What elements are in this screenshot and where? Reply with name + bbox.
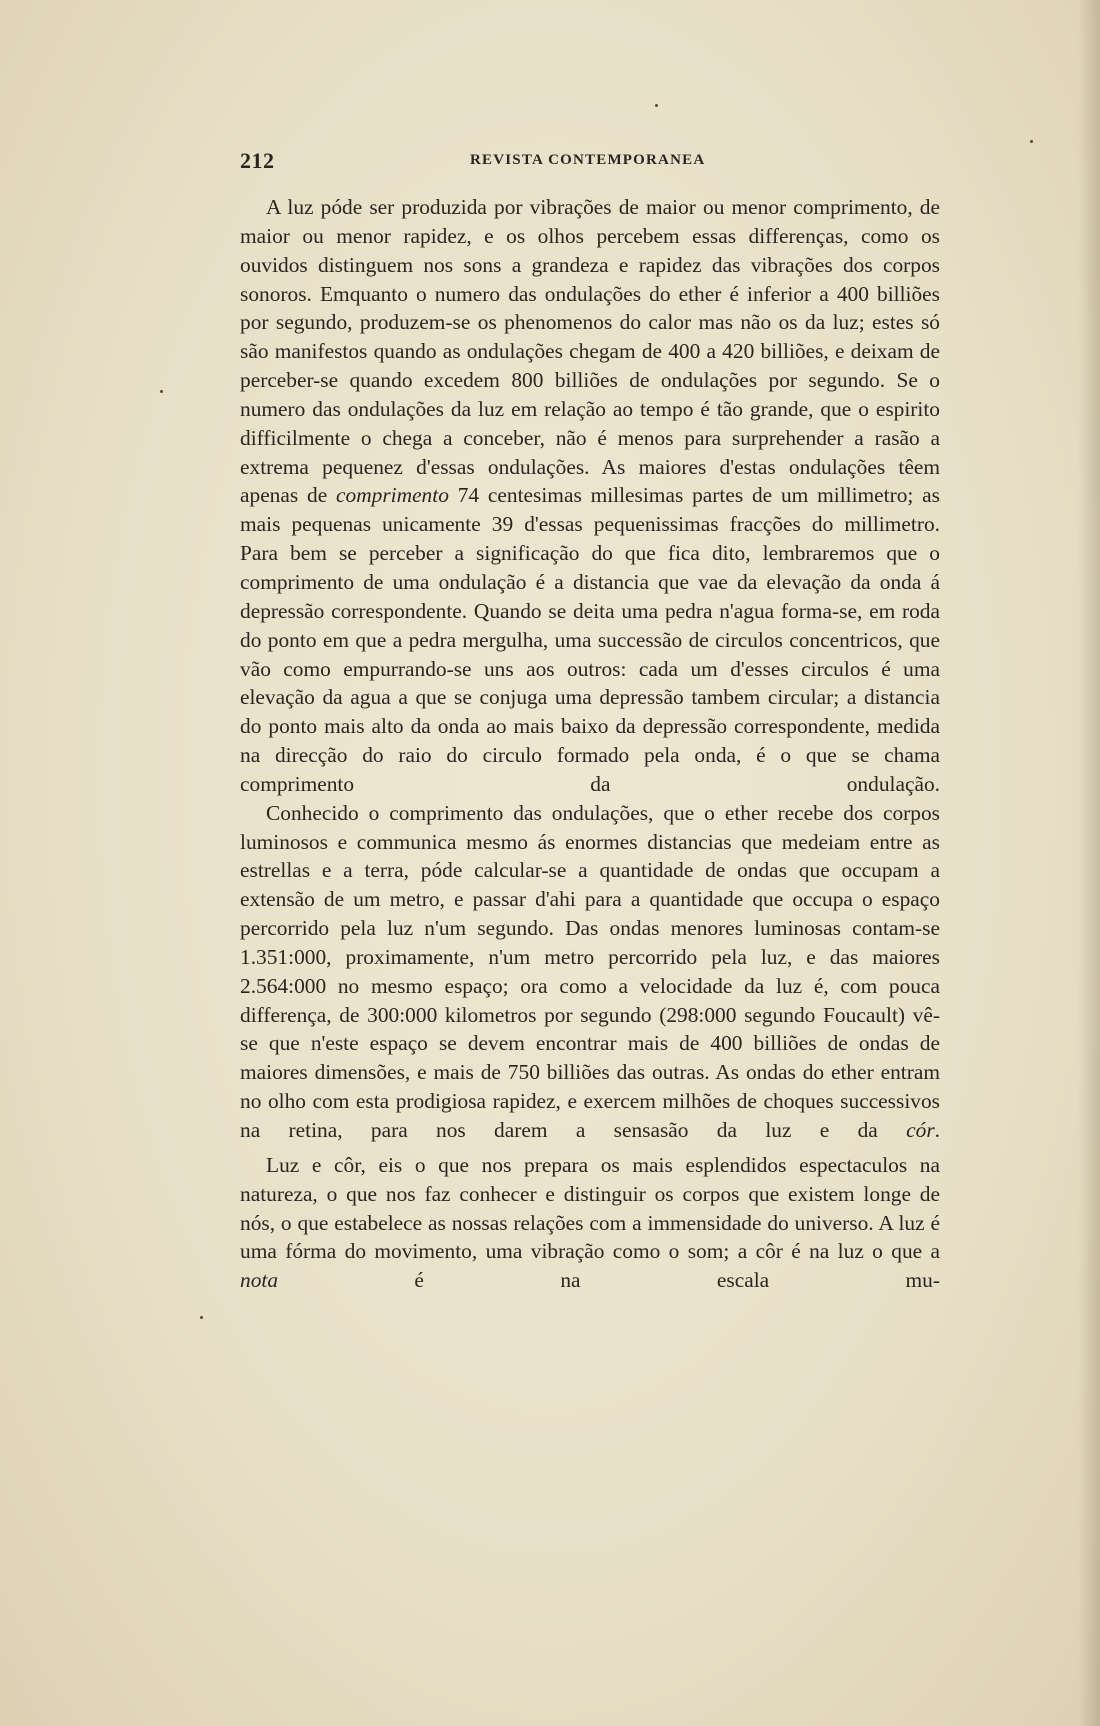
text-segment: A luz póde ser produzida por vibrações de maior ou menor comprimento, de maior ou menor rapidez, e os olhos percebem essas differenças, como os ouvidos distinguem nos sons a grandeza e rapidez das vibrações dos corpos sonoros. Emquanto o numero das ondulações do ether é inferior a 400 billiões por segundo, produzem-se os phenomenos do calor mas não os da luz; estes só são manifestos quando as ondulações chegam de 400 a 420 billiões, e deixam de perceber-se quando excedem 800 billiões de ondulações por segundo. Se o numero das ondulações da luz em relação ao tempo é tão grande, que o espirito difficilmente o chega a conceber, não é menos para surprehender a rasão a extrema pequenez d'essas ondulações. As maiores d'estas ondulações têem apenas de [240, 195, 940, 508]
page-header [240, 148, 950, 178]
page-edge-shadow [1078, 0, 1100, 1726]
paragraph [240, 193, 940, 799]
paragraph [240, 799, 940, 1145]
text-segment: 74 centesimas millesimas partes de um millimetro; as mais pequenas unicamente 39 d'essas pequenissimas fracções do millimetro. Para bem se perceber a significação do que fica dito, lembraremos que o comprimento de uma ondulação é a distancia que vae da elevação da onda á depressão correspondente. Quando se deita uma pedra n'agua forma-se, em roda do ponto em que a pedra mergulha, uma successão de circulos concentricos, que vão como empurrando-se uns aos outros: cada um d'esses circulos é uma elevação da agua a que se conjuga uma depressão tambem circular; a distancia do ponto mais alto da onda ao mais baixo da depressão correspondente, medida na direcção do raio do circulo formado pela onda, é o que se chama comprimento da ondulação. [240, 483, 940, 796]
text-segment: Conhecido o comprimento das ondulações, que o ether recebe dos corpos luminosos e communica mesmo ás enormes distancias que medeiam entre as estrellas e a terra, póde calcular-se a quantidade de ondas que occupam a extensão de um metro, e passar d'ahi para a quantidade que occupa o espaço percorrido pela luz n'um segundo. Das ondas menores luminosas contam-se 1.351:000, proximamente, n'um metro percorrido pela luz, e das maiores 2.564:000 no mesmo espaço; ora como a velocidade da luz é, com pouca differença, de 300:000 kilometros por segundo (298:000 segundo Foucault) vê-se que n'este espaço se devem encontrar mais de 400 billiões de ondas de maiores dimensões, e mais de 750 billiões das outras. As ondas do ether entram no olho com esta prodigiosa rapidez, e exercem milhões de choques successivos na retina, para nos darem a sensasão da luz e da [240, 800, 940, 1142]
ink-speck [200, 1316, 203, 1319]
italic-term: comprimento [336, 483, 449, 508]
text-segment: Luz e côr, eis o que nos prepara os mais esplendidos espectaculos na natureza, o que nos faz conhecer e distinguir os corpos que existem longe de nós, o que estabelece as nossas relações com a immensidade do universo. A luz é uma fórma do movimento, uma vibração como o som; a côr é na luz o que a [240, 1152, 940, 1264]
page-number: 212 [240, 148, 275, 173]
italic-term: cór [906, 1118, 935, 1142]
ink-speck [1030, 140, 1033, 143]
ink-speck [160, 390, 163, 393]
italic-term: nota [240, 1268, 279, 1293]
text-segment: . [934, 1118, 940, 1142]
running-head: REVISTA CONTEMPORANEA [470, 152, 706, 168]
paragraph [240, 1151, 940, 1295]
ink-speck [655, 104, 658, 107]
text-segment: é na escala mu- [278, 1268, 940, 1293]
body-text [240, 193, 940, 1295]
